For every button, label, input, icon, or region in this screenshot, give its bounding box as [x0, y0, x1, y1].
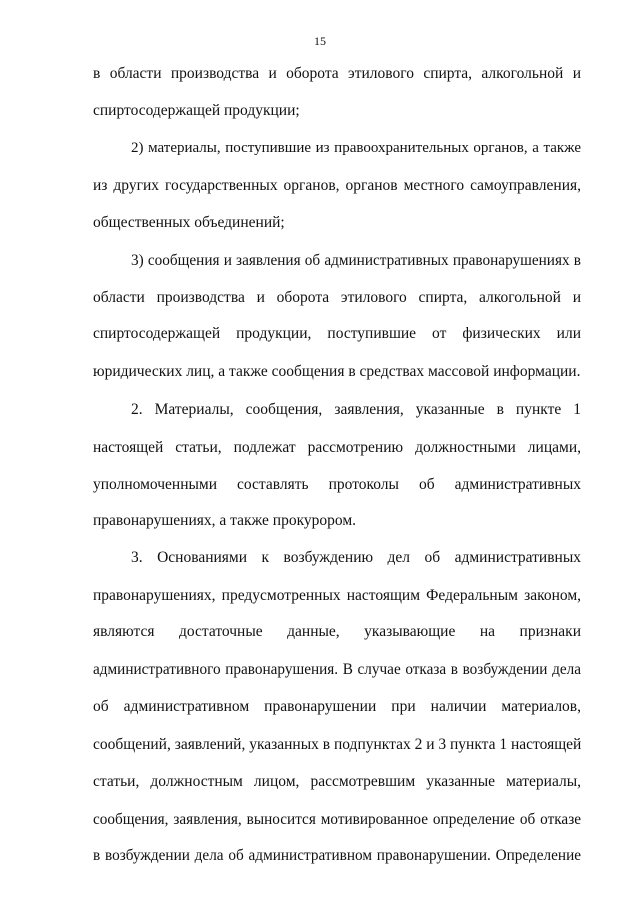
text-line: области производства и оборота этилового спирта, алкогольной и: [93, 289, 581, 306]
text-line: общественных объединений;: [93, 214, 285, 231]
text-line: в возбуждении дела об административном правонарушении. Определение: [93, 847, 581, 864]
text-line: административного правонарушения. В случае отказа в возбуждении дела: [93, 661, 581, 678]
text-line: являются достаточные данные, указывающие на признаки: [93, 623, 581, 640]
text-line: статьи, должностным лицом, рассмотревшим указанные материалы,: [93, 773, 581, 790]
text-line: правонарушениях, а также прокурором.: [93, 512, 357, 529]
text-line: 3) сообщения и заявления об административных правонарушениях в: [131, 252, 581, 269]
text-line: уполномоченными составлять протоколы об административных: [93, 476, 581, 493]
text-line: настоящей статьи, подлежат рассмотрению должностными лицами,: [93, 439, 581, 456]
text-line: в области производства и оборота этилового спирта, алкогольной и: [93, 65, 581, 82]
text-line: из других государственных органов, органов местного самоуправления,: [93, 177, 581, 194]
text-line: 2) материалы, поступившие из правоохранительных органов, а также: [131, 140, 581, 156]
text-line: правонарушениях, предусмотренных настоящим Федеральным законом,: [93, 587, 581, 604]
text-line: 2. Материалы, сообщения, заявления, указанные в пункте 1: [131, 401, 581, 418]
text-line: спиртосодержащей продукции, поступившие от физических или: [93, 325, 581, 342]
text-line: спиртосодержащей продукции;: [93, 102, 300, 119]
page-number: 15: [314, 34, 326, 48]
text-line: сообщения, заявления, выносится мотивированное определение об отказе: [93, 811, 581, 828]
text-line: об административном правонарушении при наличии материалов,: [93, 698, 581, 715]
text-line: 3. Основаниями к возбуждению дел об административных: [131, 549, 581, 566]
text-line: сообщений, заявлений, указанных в подпунктах 2 и 3 пункта 1 настоящей: [93, 736, 582, 753]
text-line: юридических лиц, а также сообщения в средствах массовой информации.: [93, 363, 581, 380]
